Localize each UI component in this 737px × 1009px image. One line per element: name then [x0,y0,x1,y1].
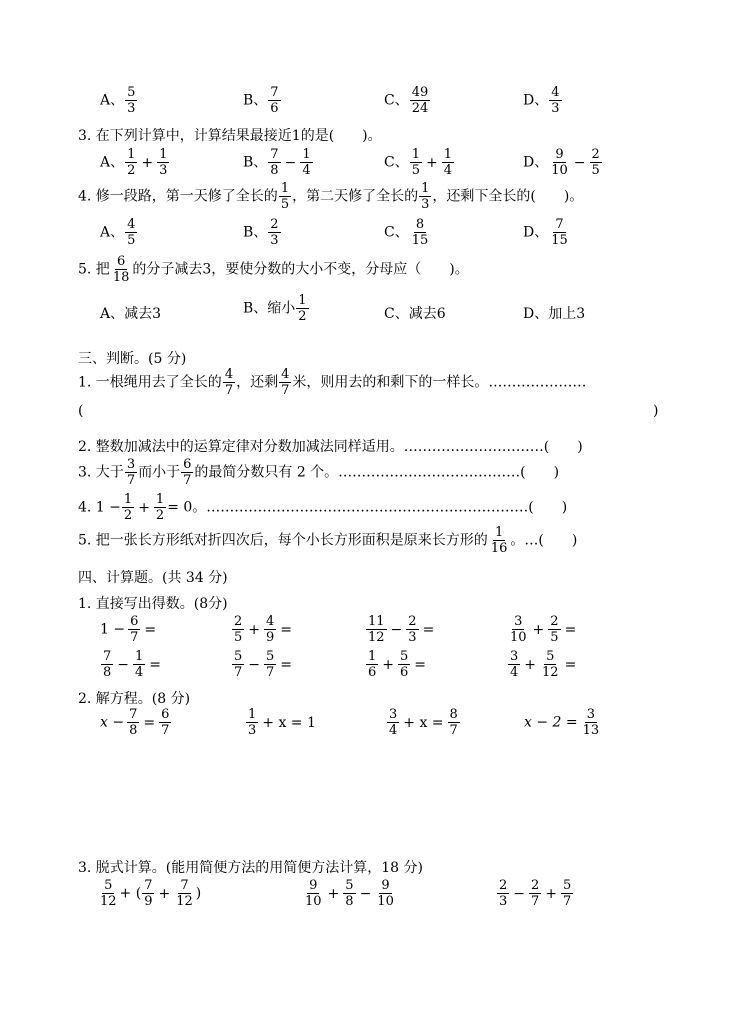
fraction [264,615,276,644]
option-label: B、缩小 [243,300,296,317]
denominator: 6 [270,101,279,116]
numerator: 1 [155,492,165,507]
denominator: 5 [127,233,136,248]
q4-option-c [384,218,431,247]
q2-option-c [384,86,431,115]
fraction [125,86,137,115]
numerator: 7 [144,878,153,893]
judge-5[interactable] [78,526,577,555]
fraction [548,615,560,644]
denominator: 10 [510,630,527,645]
text: ) [195,885,202,902]
text: 4. 修一段路，第一天修了全长的 [78,188,278,205]
fraction [232,615,244,644]
text: 1. 一根绳用去了全长的 [78,374,222,391]
numerator: 2 [499,878,508,893]
numerator: 5 [400,649,409,664]
operator: + [382,656,395,673]
text: 的分子减去3，要使分数的大小不变，分母应（ )。 [132,261,469,278]
q3-stem: 3. 在下列计算中，计算结果最接近1的是( )。 [78,128,382,144]
text: 而小于 [138,464,181,481]
q2-option-a [100,86,138,115]
denominator: 10 [551,163,568,178]
q2-option-d [523,86,563,115]
denominator: 7 [234,665,243,680]
denominator: 16 [490,541,508,556]
fraction [268,86,280,115]
numerator: 4 [127,217,136,232]
text: 1 − [100,621,126,638]
denominator: 5 [234,630,243,645]
denominator: 10 [377,894,394,909]
denominator: 9 [144,894,153,909]
numerator: 5 [546,649,555,664]
equation-1 [100,708,172,737]
denominator: 12 [368,630,385,645]
fraction [98,879,119,908]
numerator: 1 [280,181,290,196]
denominator: 8 [270,163,279,178]
fraction [549,86,561,115]
fraction [159,708,171,737]
operator: − [117,656,130,673]
option-label: B、 [243,224,268,241]
denominator: 7 [183,473,192,488]
option-label: B、 [243,92,268,109]
operator: + [426,154,438,171]
denominator: 7 [161,723,170,738]
numerator: 3 [389,707,398,722]
text: = 0。……………………………………………………………( ) [167,499,568,516]
calc-item [365,615,437,644]
fraction [366,615,387,644]
calc-1-title: 1. 直接写出得数。(8分) [78,596,228,612]
numerator: 3 [510,649,519,664]
fraction [264,650,276,679]
fraction [448,708,460,737]
equals: = [144,621,157,638]
denominator: 12 [176,894,193,909]
q3-option-a [100,148,170,177]
text: ，还剩下全长的( )。 [432,188,584,205]
q3-option-d [523,148,603,177]
fraction [343,879,355,908]
numerator: 1 [302,147,311,162]
denominator: 3 [408,630,417,645]
fraction [279,182,291,211]
numerator: 4 [551,85,560,100]
fraction [410,148,422,177]
fraction [157,148,169,177]
text: x − 2 = [524,714,578,731]
fraction [154,493,166,522]
denominator: 7 [449,723,458,738]
fraction [419,182,431,211]
fraction [508,615,529,644]
numerator: 9 [555,147,564,162]
text: 米，则用去的和剩下的一样长。………………… [292,374,587,391]
numerator: 6 [183,457,192,472]
numerator: 2 [531,878,540,893]
denominator: 3 [499,894,508,909]
q3-option-b [243,148,314,177]
equals: = [149,656,162,673]
fraction [590,148,602,177]
fraction [561,879,573,908]
judge-2[interactable]: 2. 整数加减法中的运算定律对分数加减法同样适用。…………………………( ) [78,439,583,455]
equals: = [564,621,577,638]
fraction [268,218,280,247]
calc-2-title: 2. 解方程。(8 分) [78,691,191,707]
q3-option-c [384,148,455,177]
fraction [127,708,139,737]
denominator: 3 [270,233,279,248]
denominator: 3 [127,101,136,116]
judge-1-answer-close: ) [653,403,659,419]
operator: − [573,154,586,171]
operator: − [284,154,297,171]
text: + x = [403,714,444,731]
numerator: 1 [298,293,307,308]
calc-item [100,650,164,679]
denominator: 7 [563,894,572,909]
stepwise-3 [496,879,574,908]
option-label: A、 [100,224,125,241]
denominator: 4 [302,163,311,178]
numerator: 2 [408,614,417,629]
denominator: 3 [248,723,257,738]
q2-option-b [243,86,282,115]
fraction [540,650,561,679]
equation-2 [245,708,316,737]
fraction [142,879,154,908]
denominator: 4 [389,723,398,738]
numerator: 5 [266,649,275,664]
numerator: 6 [116,254,126,269]
numerator: 8 [449,707,458,722]
numerator: 2 [550,614,559,629]
equals: = [414,656,427,673]
denominator: 9 [266,630,275,645]
text: 的最简分数只有 2 个。…………………………………( ) [194,464,560,481]
fraction [508,650,520,679]
denominator: 7 [281,383,290,398]
numerator: 3 [514,614,523,629]
denominator: 5 [550,630,559,645]
denominator: 7 [130,630,139,645]
numerator: 7 [180,878,189,893]
numerator: 1 [127,147,136,162]
numerator: 1 [368,649,377,664]
numerator: 7 [103,649,112,664]
numerator: 3 [126,457,136,472]
fraction [279,368,291,397]
denominator: 2 [123,508,133,523]
denominator: 6 [400,665,409,680]
fraction [125,218,137,247]
denominator: 12 [542,665,559,680]
option-label: B、 [243,154,268,171]
text: ，第二天修了全长的 [292,188,419,205]
option-label: A、 [100,154,125,171]
denominator: 8 [103,665,112,680]
calc-item [365,650,429,679]
option-label: D、 [523,224,549,241]
operator: + [248,621,261,638]
fraction [181,458,193,487]
q4-option-a [100,218,138,247]
fraction [133,650,145,679]
denominator: 24 [411,101,429,116]
denominator: 10 [305,894,322,909]
equals: = [280,621,293,638]
text: 5. 把 [78,261,110,278]
judge-1 [78,368,586,397]
section-3-title: 三、判断。(5 分) [78,351,187,367]
fraction [125,458,137,487]
q4-option-b [243,218,282,247]
numerator: 6 [161,707,170,722]
q4-option-d [523,218,571,247]
calc-item [507,615,579,644]
denominator: 8 [345,894,354,909]
numerator: 4 [224,367,234,382]
numerator: 1 [123,492,133,507]
equals: = [564,656,577,673]
q5-option-c: C、减去6 [384,306,446,322]
fraction [375,879,396,908]
operator: − [359,885,372,902]
numerator: 7 [555,217,564,232]
operator: + [158,885,171,902]
judge-3[interactable] [78,458,559,487]
fraction [122,493,134,522]
fraction [581,708,602,737]
q5-option-d: D、加上3 [523,306,586,322]
option-label: D、 [523,154,549,171]
stepwise-1 [97,879,201,908]
operator: + [141,154,154,171]
equals: = [143,714,156,731]
numerator: 7 [129,707,138,722]
numerator: 4 [281,367,290,382]
numerator: 5 [563,878,572,893]
numerator: 6 [130,614,139,629]
equals: = [280,656,293,673]
fraction [549,148,570,177]
q5-option-b [243,294,310,323]
operator: + [327,885,340,902]
fraction [406,615,418,644]
fraction [442,148,454,177]
fraction [101,650,113,679]
denominator: 2 [155,508,165,523]
option-label: D、 [523,92,549,109]
fraction [125,148,137,177]
denominator: 7 [224,383,234,398]
q5-option-a: A、减去3 [100,306,162,322]
fraction [296,294,308,323]
fraction [410,218,431,247]
numerator: 2 [591,147,600,162]
q5-stem [78,255,469,284]
denominator: 3 [551,101,560,116]
fraction [387,708,399,737]
denominator: 3 [421,197,430,212]
section-4-title: 四、计算题。(共 34 分) [78,570,228,586]
option-label: C、 [384,154,409,171]
option-label: C、 [384,92,409,109]
numerator: 5 [345,878,354,893]
judge-1-answer-open[interactable]: ( [78,403,84,419]
numerator: 1 [159,147,168,162]
numerator: 1 [494,525,504,540]
q4-stem [78,182,583,211]
denominator: 5 [280,197,290,212]
numerator: 3 [586,707,596,722]
fraction [366,650,378,679]
numerator: 5 [104,878,113,893]
fraction [111,255,132,284]
calc-item [507,650,579,679]
text: + x = 1 [262,714,316,731]
denominator: 2 [298,309,307,324]
fraction [529,879,541,908]
denominator: 8 [129,723,138,738]
fraction [300,148,312,177]
denominator: 6 [368,665,377,680]
numerator: 7 [270,147,279,162]
numerator: 8 [415,217,425,232]
stepwise-2 [302,879,397,908]
operator: + [524,656,537,673]
fraction [497,879,509,908]
fraction [489,526,510,555]
denominator: 4 [443,163,453,178]
numerator: 11 [368,614,385,629]
denominator: 15 [411,233,429,248]
operator: + [545,885,558,902]
numerator: 9 [309,878,318,893]
numerator: 9 [381,878,390,893]
numerator: 1 [443,147,453,162]
denominator: 15 [551,233,568,248]
text: x − [100,714,125,731]
fraction [398,650,410,679]
operator: + [532,621,545,638]
denominator: 7 [126,473,136,488]
option-label: C、 [384,224,409,241]
equation-4 [524,708,602,737]
numerator: 2 [270,217,279,232]
fraction [549,218,570,247]
text: 4. 1 − [78,499,121,516]
denominator: 5 [411,163,420,178]
fraction [223,368,235,397]
denominator: 7 [266,665,275,680]
calc-item [231,650,295,679]
denominator: 2 [127,163,136,178]
fraction [303,879,324,908]
fraction [410,86,431,115]
numerator: 2 [234,614,243,629]
judge-4[interactable] [78,493,567,522]
numerator: 49 [411,85,429,100]
calc-item [100,615,159,644]
numerator: 5 [127,85,136,100]
numerator: 5 [234,649,243,664]
text: 。…( ) [510,532,578,549]
text: + ( [119,885,142,902]
fraction [174,879,195,908]
denominator: 13 [582,723,600,738]
text: ，还剩 [236,374,279,391]
calc-3-title: 3. 脱式计算。(能用简便方法的用简便方法计算，18 分) [78,860,423,876]
numerator: 1 [248,707,257,722]
text: 5. 把一张长方形纸对折四次后，每个小长方形面积是原来长方形的 [78,532,488,549]
denominator: 5 [591,163,600,178]
operator: − [248,656,261,673]
fraction [232,650,244,679]
fraction [268,148,280,177]
option-label: A、 [100,92,125,109]
numerator: 4 [266,614,275,629]
denominator: 3 [159,163,168,178]
operator: − [513,885,526,902]
denominator: 4 [510,665,519,680]
numerator: 1 [411,147,420,162]
numerator: 1 [135,649,144,664]
fraction [128,615,140,644]
denominator: 7 [531,894,540,909]
equals: = [422,621,435,638]
text: 3. 大于 [78,464,124,481]
operator: − [390,621,403,638]
denominator: 18 [112,270,130,285]
denominator: 4 [135,665,144,680]
fraction [246,708,258,737]
numerator: 7 [270,85,279,100]
calc-item [231,615,295,644]
operator: + [138,499,150,516]
numerator: 1 [421,181,430,196]
denominator: 12 [100,894,117,909]
equation-3 [386,708,461,737]
